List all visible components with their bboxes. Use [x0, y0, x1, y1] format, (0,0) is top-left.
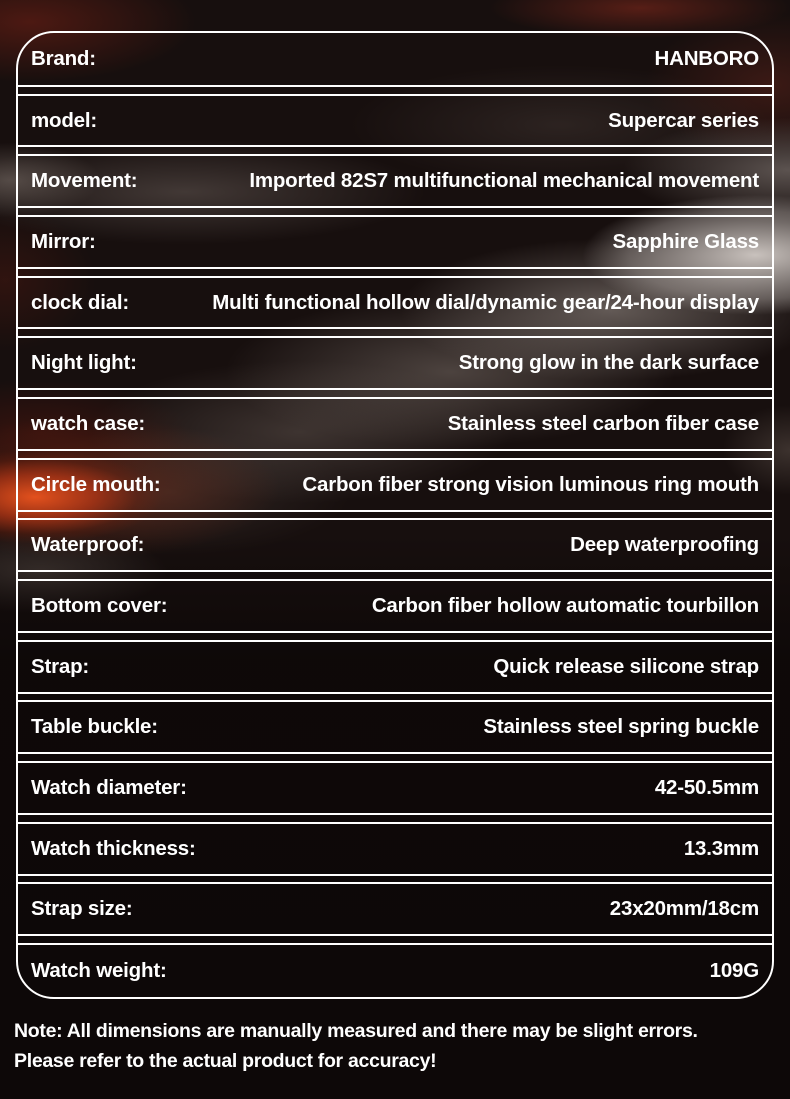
spec-label: Table buckle: — [31, 715, 158, 739]
spec-value: 23x20mm/18cm — [609, 897, 759, 921]
spec-row-night-light — [18, 336, 772, 390]
spec-label: Watch thickness: — [31, 836, 196, 860]
spec-value: Multi functional hollow dial/dynamic gear/24-hour display — [212, 290, 759, 314]
note-line-1: Note: All dimensions are manually measured and there may be slight errors. — [14, 1020, 698, 1042]
spec-table — [16, 31, 774, 999]
spec-row-strap-size — [18, 882, 772, 936]
spec-value: Stainless steel carbon fiber case — [447, 411, 759, 435]
spec-row-table-buckle — [18, 700, 772, 754]
spec-label: Strap: — [31, 654, 90, 678]
spec-value: Supercar series — [608, 108, 759, 132]
spec-row-clock-dial — [18, 276, 772, 330]
spec-row-waterproof — [18, 518, 772, 572]
spec-label: Mirror: — [31, 229, 96, 253]
spec-value: 13.3mm — [683, 836, 759, 860]
spec-value: Imported 82S7 multifunctional mechanical movement — [249, 169, 759, 193]
spec-value: Strong glow in the dark surface — [458, 351, 759, 375]
spec-row-circle-mouth — [18, 458, 772, 512]
spec-row-model — [18, 94, 772, 148]
spec-value: 42-50.5mm — [654, 775, 759, 799]
spec-value: Stainless steel spring buckle — [483, 715, 759, 739]
spec-row-bottom-cover — [18, 579, 772, 633]
spec-label: model: — [31, 108, 97, 132]
spec-value: HANBORO — [654, 46, 759, 70]
spec-value: Deep waterproofing — [570, 533, 759, 557]
spec-label: Movement: — [31, 169, 138, 193]
spec-label: Night light: — [31, 351, 137, 375]
spec-label: Brand: — [31, 46, 96, 70]
spec-value: Carbon fiber strong vision luminous ring mouth — [302, 472, 759, 496]
spec-label: Watch weight: — [31, 958, 167, 982]
spec-row-watch-thickness — [18, 822, 772, 876]
note-line-2: Please refer to the actual product for accuracy! — [14, 1050, 437, 1072]
spec-row-brand — [18, 33, 772, 87]
spec-label: Strap size: — [31, 897, 133, 921]
spec-row-strap — [18, 640, 772, 694]
spec-label: Waterproof: — [31, 533, 145, 557]
spec-row-watch-diameter — [18, 761, 772, 815]
disclaimer-note — [14, 1016, 780, 1076]
spec-row-watch-case — [18, 397, 772, 451]
spec-label: Watch diameter: — [31, 775, 187, 799]
spec-row-mirror — [18, 215, 772, 269]
spec-label: Bottom cover: — [31, 593, 168, 617]
spec-label: watch case: — [31, 411, 146, 435]
spec-label: clock dial: — [31, 290, 130, 314]
spec-value: Carbon fiber hollow automatic tourbillon — [371, 593, 759, 617]
spec-row-watch-weight — [18, 943, 772, 997]
spec-value: Quick release silicone strap — [493, 654, 759, 678]
spec-value: 109G — [709, 958, 759, 982]
spec-row-movement — [18, 154, 772, 208]
spec-label: Circle mouth: — [31, 472, 161, 496]
spec-value: Sapphire Glass — [612, 229, 759, 253]
